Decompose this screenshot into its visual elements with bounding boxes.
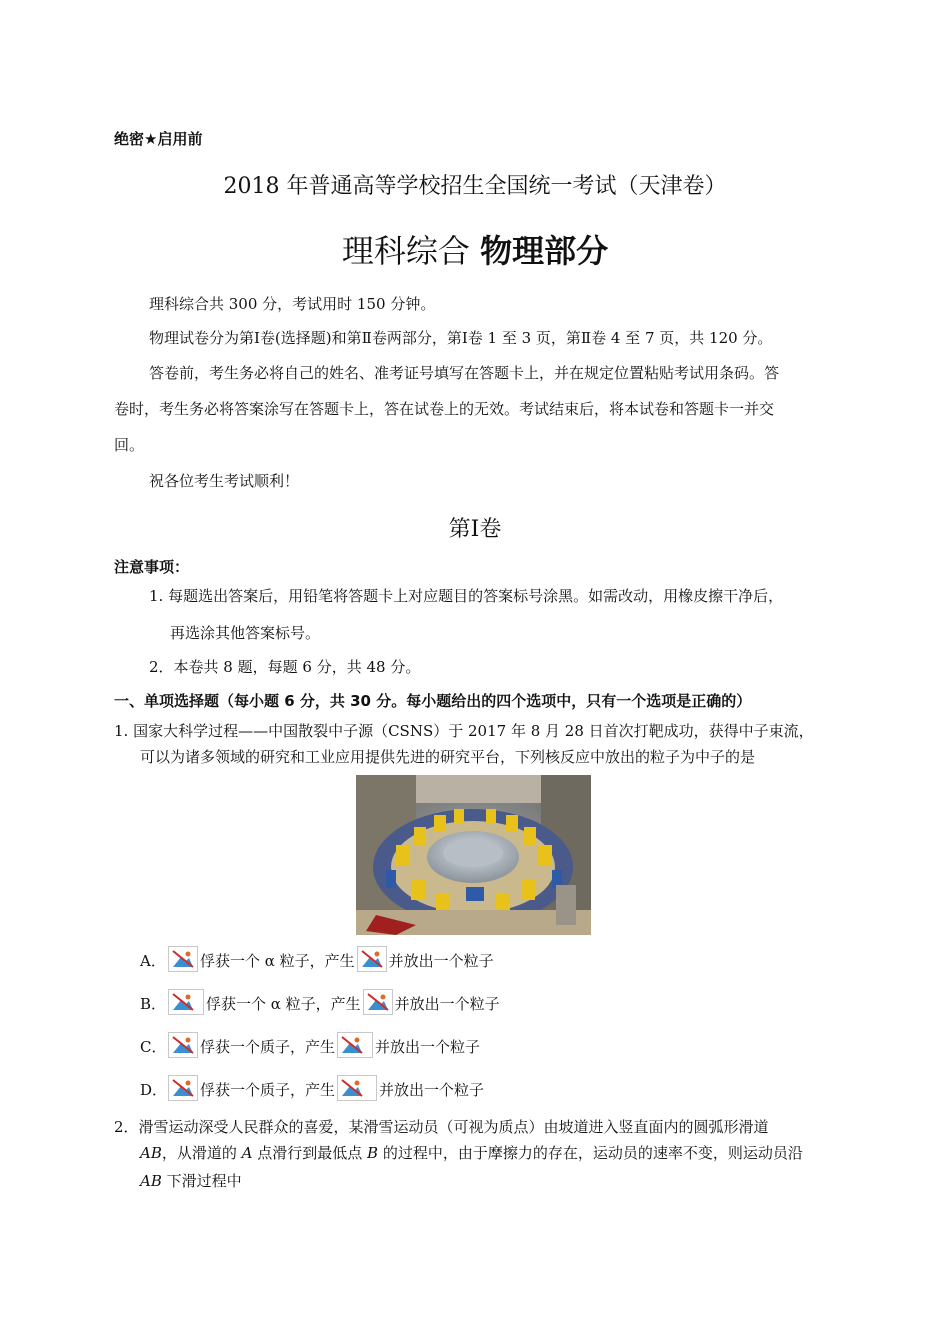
notice-1b: 再选涂其他答案标号。 bbox=[170, 624, 321, 642]
neutron-source-photo bbox=[356, 775, 591, 935]
broken-image-icon bbox=[168, 946, 198, 972]
intro-line-1: 理科综合共 300 分，考试用时 150 分钟。 bbox=[149, 295, 436, 313]
option-letter: A． bbox=[140, 952, 166, 970]
intro-line-3a: 答卷前，考生务必将自己的姓名、准考证号填写在答题卡上，并在规定位置粘贴考试用条码。答 bbox=[149, 364, 780, 382]
broken-image-icon bbox=[337, 1032, 373, 1058]
confidential-label: 绝密★启用前 bbox=[114, 130, 203, 148]
option-end: 并放出一个粒子 bbox=[394, 995, 500, 1013]
option-mid: 俘获一个质子，产生 bbox=[200, 1038, 336, 1056]
q1-option-b[interactable] bbox=[140, 989, 500, 1015]
part-title: 一、单项选择题（每小题 6 分，共 30 分。每小题给出的四个选项中，只有一个选项是正确的） bbox=[114, 692, 752, 710]
subject-title-regular: 理科综合 bbox=[341, 232, 481, 270]
intro-line-3c: 回。 bbox=[114, 436, 145, 454]
q1-line-2: 可以为诸多领域的研究和工业应用提供先进的研究平台，下列核反应中放出的粒子为中子的是 bbox=[140, 748, 756, 766]
q2-line-1: 2．滑雪运动深受人民群众的喜爱，某滑雪运动员（可视为质点）由坡道进入竖直面内的圆弧形滑道 bbox=[114, 1118, 769, 1136]
broken-image-icon bbox=[337, 1075, 377, 1101]
q2-text: 下滑过程中 bbox=[161, 1172, 242, 1190]
q1-option-d[interactable] bbox=[140, 1075, 484, 1101]
broken-image-icon bbox=[168, 1032, 198, 1058]
var-ab: AB bbox=[140, 1144, 162, 1162]
q1-option-c[interactable] bbox=[140, 1032, 480, 1058]
subject-title bbox=[0, 226, 950, 272]
broken-image-icon bbox=[168, 1075, 198, 1101]
q2-text: 的过程中，由于摩擦力的存在，运动员的速率不变，则运动员沿 bbox=[378, 1144, 803, 1162]
option-end: 并放出一个粒子 bbox=[379, 1081, 485, 1099]
option-letter: D． bbox=[140, 1081, 168, 1099]
q2-text: 点滑行到最低点 bbox=[252, 1144, 368, 1162]
option-end: 并放出一个粒子 bbox=[388, 952, 494, 970]
notice-title: 注意事项： bbox=[114, 558, 190, 576]
intro-line-3b: 卷时，考生务必将答案涂写在答题卡上，答在试卷上的无效。考试结束后，将本试卷和答题卡一并交 bbox=[114, 400, 775, 418]
broken-image-icon bbox=[363, 989, 393, 1015]
q1-option-a[interactable] bbox=[140, 946, 494, 972]
var-b: B bbox=[367, 1144, 379, 1162]
section-title: 第Ⅰ卷 bbox=[448, 517, 502, 542]
option-letter: C． bbox=[140, 1038, 167, 1056]
exam-title: 2018 年普通高等学校招生全国统一考试（天津卷） bbox=[223, 174, 727, 199]
intro-line-2: 物理试卷分为第Ⅰ卷(选择题)和第Ⅱ卷两部分，第Ⅰ卷 1 至 3 页，第Ⅱ卷 4 至 7 页，共 120 分。 bbox=[149, 329, 773, 347]
q2-line-3 bbox=[140, 1170, 242, 1192]
var-a: A bbox=[241, 1144, 253, 1162]
notice-1a: 1. 每题选出答案后，用铅笔将答题卡上对应题目的答案标号涂黑。如需改动，用橡皮擦干净后， bbox=[149, 587, 784, 605]
var-ab: AB bbox=[140, 1172, 162, 1190]
notice-2: 2．本卷共 8 题，每题 6 分，共 48 分。 bbox=[149, 658, 421, 676]
subject-title-bold: 物理部分 bbox=[480, 232, 609, 270]
broken-image-icon bbox=[168, 989, 204, 1015]
broken-image-icon bbox=[357, 946, 387, 972]
q1-line-1: 1. 国家大科学过程——中国散裂中子源（CSNS）于 2017 年 8 月 28 日首次打靶成功，获得中子束流， bbox=[114, 722, 814, 740]
option-mid: 俘获一个质子，产生 bbox=[200, 1081, 336, 1099]
option-letter: B． bbox=[140, 995, 167, 1013]
option-mid: 俘获一个 α 粒子，产生 bbox=[200, 952, 355, 970]
q2-line-2 bbox=[140, 1142, 803, 1164]
option-mid: 俘获一个 α 粒子，产生 bbox=[206, 995, 361, 1013]
intro-line-4: 祝各位考生考试顺利！ bbox=[149, 472, 300, 490]
q2-text: ，从滑道的 bbox=[161, 1144, 242, 1162]
option-end: 并放出一个粒子 bbox=[375, 1038, 481, 1056]
